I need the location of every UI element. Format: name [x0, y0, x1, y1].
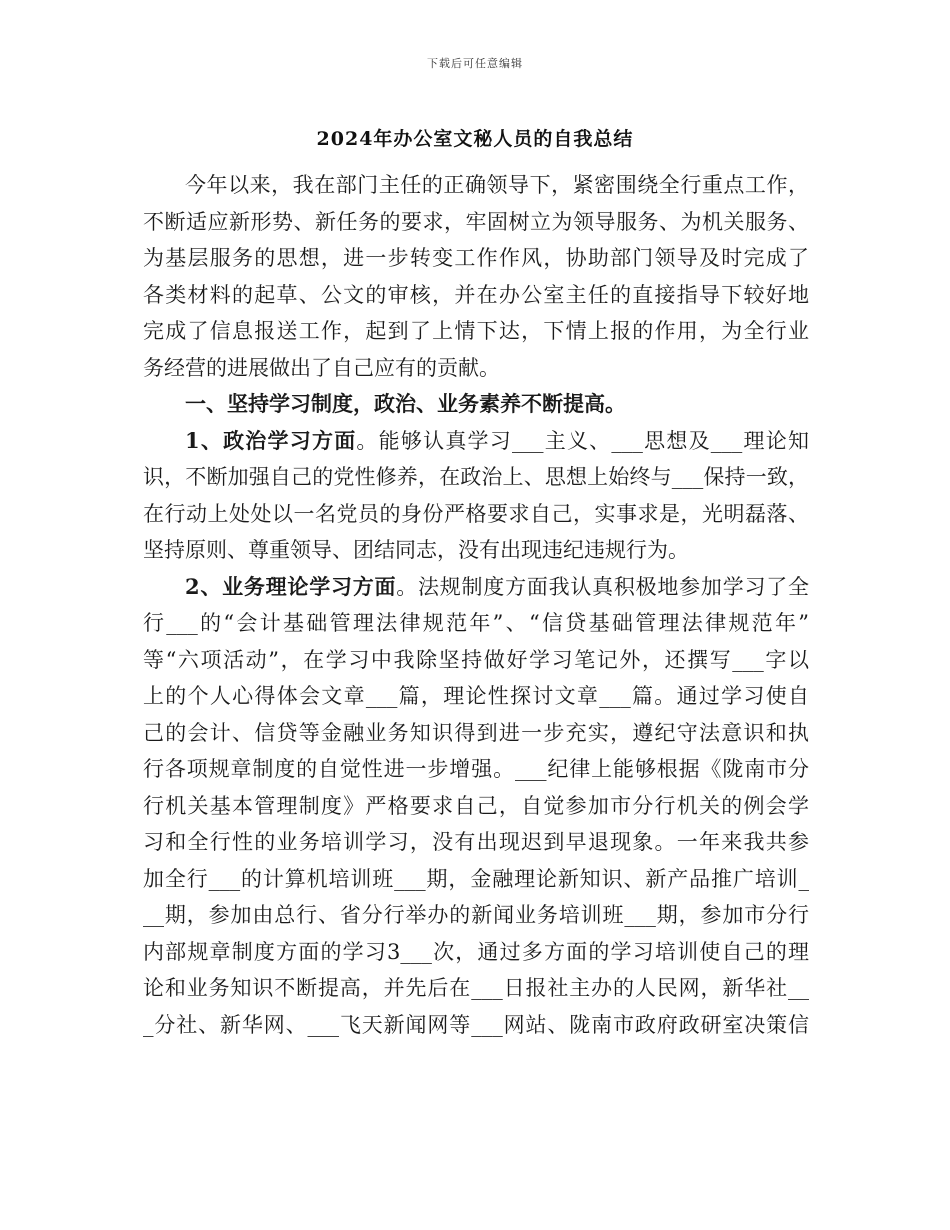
- paragraph-intro-line: 完成了信息报送工作，起到了上情下达，下情上报的作用，为全行业: [143, 319, 809, 343]
- paragraph-political-line: 坚持原则、尊重领导、团结同志，没有出现违纪违规行为。: [143, 538, 689, 562]
- paragraph-intro-line: 务经营的进展做出了自己应有的贡献。: [143, 355, 500, 380]
- subheading-business-study: 2、业务理论学习方面: [185, 573, 397, 599]
- paragraph-political-line: 在行动上处处以一名党员的身份严格要求自己，实事求是，光明磊落、: [143, 501, 809, 526]
- paragraph-business-line: 内部规章制度方面的学习3___次，通过多方面的学习培训使自己的理: [143, 939, 809, 964]
- paragraph-business-line: 论和业务知识不断提高，并先后在___日报社主办的人民网，新华社__: [143, 976, 809, 1000]
- paragraph-business-line: [143, 569, 809, 606]
- paragraph-business-line: __期，参加由总行、省分行举办的新闻业务培训班___期，参加市分行: [143, 903, 809, 927]
- paragraph-text: 。能够认真学习___主义、___思想及___理论知: [356, 428, 809, 453]
- section-heading: 一、坚持学习制度，政治、业务素养不断提高。: [185, 391, 626, 416]
- paragraph-business-line: _分社、新华网、___飞天新闻网等___网站、陇南市政府政研室决策信: [143, 1012, 809, 1037]
- paragraph-business-line: 等“六项活动”，在学习中我除坚持做好学习笔记外，还撰写___字以: [143, 647, 809, 672]
- subheading-political-study: 1、政治学习方面: [185, 427, 357, 453]
- paragraph-political-line: [143, 423, 809, 460]
- header-note: 下载后可任意编辑: [427, 57, 523, 70]
- paragraph-business-line: 行___的“会计基础管理法律规范年”、“信贷基础管理法律规范年”: [143, 611, 809, 635]
- paragraph-business-line: 行各项规章制度的自觉性进一步增强。___纪律上能够根据《陇南市分: [143, 757, 809, 781]
- document-body: [143, 167, 809, 1043]
- paragraph-business-line: 习和全行性的业务培训学习，没有出现迟到早退现象。一年来我共参: [143, 830, 809, 854]
- paragraph-business-line: 行机关基本管理制度》严格要求自己，自觉参加市分行机关的例会学: [143, 793, 809, 818]
- paragraph-intro-line: 今年以来，我在部门主任的正确领导下，紧密围绕全行重点工作，: [185, 173, 809, 197]
- paragraph-political-line: 识，不断加强自己的党性修养，在政治上、思想上始终与___保持一致，: [143, 465, 809, 489]
- paragraph-intro-line: 不断适应新形势、新任务的要求，牢固树立为领导服务、为机关服务、: [143, 209, 809, 234]
- paragraph-business-line: 己的会计、信贷等金融业务知识得到进一步充实，遵纪守法意识和执: [143, 720, 809, 745]
- paragraph-intro-line: 各类材料的起草、公文的审核，并在办公室主任的直接指导下较好地: [143, 282, 809, 307]
- document-title: 2024年办公室文秘人员的自我总结: [316, 128, 634, 150]
- paragraph-text: 。法规制度方面我认真积极地参加学习了全: [396, 574, 809, 599]
- paragraph-intro-line: 为基层服务的思想，进一步转变工作作风，协助部门领导及时完成了: [143, 246, 809, 270]
- paragraph-business-line: 加全行___的计算机培训班___期，金融理论新知识、新产品推广培训_: [143, 866, 809, 891]
- paragraph-business-line: 上的个人心得体会文章___篇，理论性探讨文章___篇。通过学习使自: [143, 684, 809, 708]
